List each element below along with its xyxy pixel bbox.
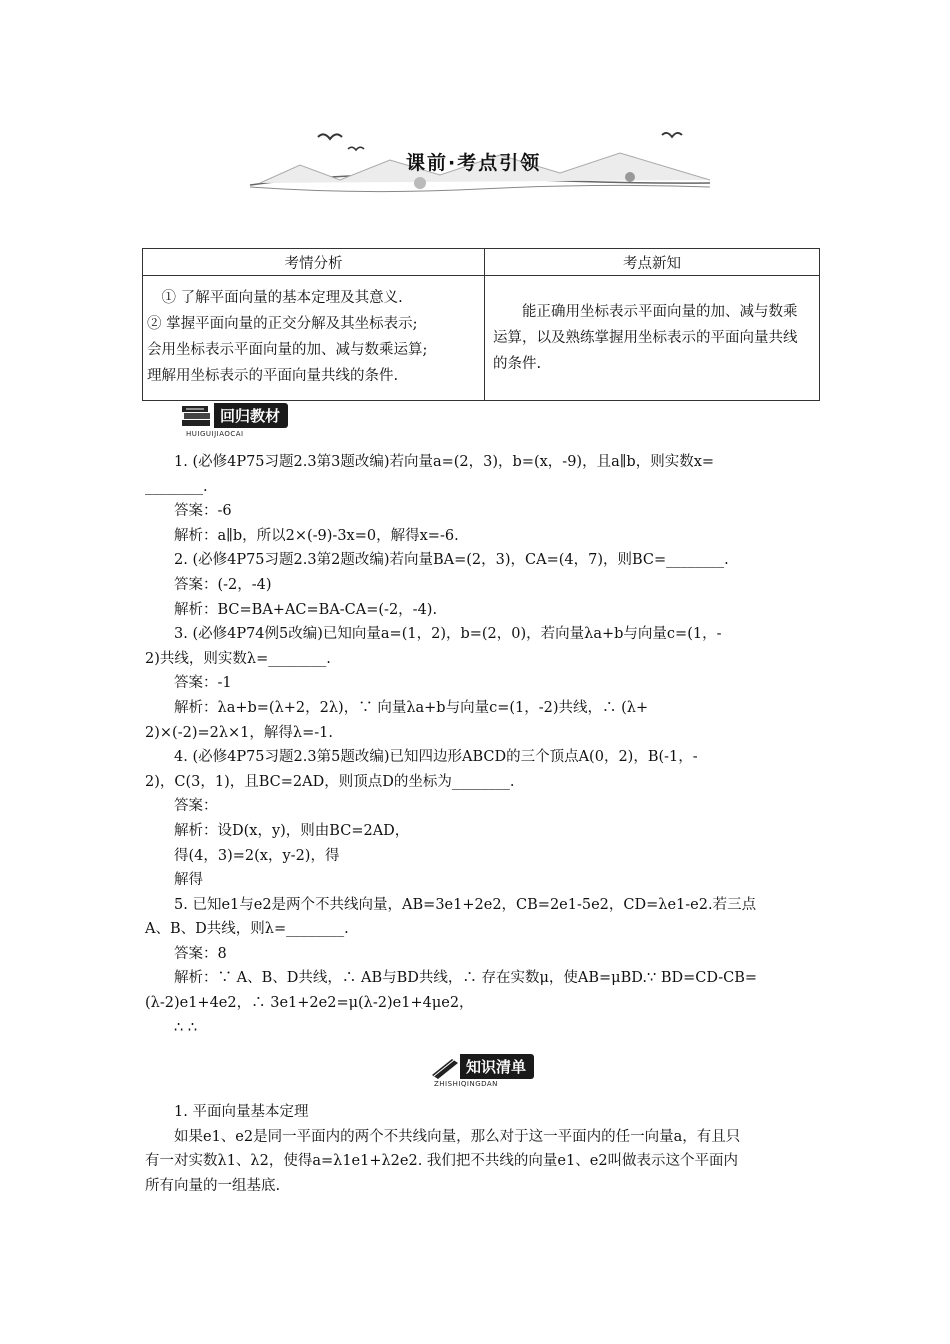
problem-3-solution: 解析：λa+b=(λ+2，2λ)，∵ 向量λa+b与向量c=(1，-2)共线，∴ (λ+ bbox=[174, 699, 649, 716]
problem-4-question: 4. (必修4P75习题2.3第5题改编)已知四边形ABCD的三个顶点A(0，2)，B(-1，- bbox=[174, 749, 698, 766]
problem-2-solution: 解析：BC=BA+AC=BA-CA=(-2，-4). bbox=[174, 601, 438, 618]
knowledge-1-title: 1. 平面向量基本定理 bbox=[174, 1104, 309, 1120]
problem-2-answer: 答案：(-2，-4) bbox=[174, 576, 272, 593]
pen-icon bbox=[430, 1055, 460, 1079]
problem-4-question-cont: 2)，C(3，1)，且BC=2AD，则顶点D的坐标为________. bbox=[145, 773, 515, 790]
problem-5-solution-end: ∴ ∴ bbox=[174, 1019, 198, 1036]
problem-5-question-cont: A、B、D共线，则λ=________. bbox=[145, 921, 349, 938]
analysis-line: ② 掌握平面向量的正交分解及其坐标表示; bbox=[147, 316, 418, 332]
analysis-line: 理解用坐标表示的平面向量共线的条件. bbox=[147, 368, 399, 384]
problem-5-question: 5. 已知e1与e2是两个不共线向量，AB=3e1+2e2，CB=2e1-5e2，CD=λe1-e2.若三点 bbox=[174, 896, 757, 913]
analysis-cell bbox=[143, 276, 485, 401]
problem-4-solution-end: 解得 bbox=[174, 872, 203, 889]
analysis-line: 会用坐标表示平面向量的加、减与数乘运算; bbox=[147, 342, 428, 358]
section-pinyin: HUIGUIJIAOCAI bbox=[186, 430, 244, 438]
problem-3-solution-cont: 2)×(-2)=2λ×1，解得λ=-1. bbox=[145, 724, 333, 741]
knowledge-1-text: 如果e1、e2是同一平面内的两个不共线向量，那么对于这一平面内的任一向量a，有且只 bbox=[174, 1128, 741, 1145]
section-title-knowledge-list: 知识清单 bbox=[460, 1054, 534, 1079]
problem-1-solution: 解析：a∥b，所以2×(-9)-3x=0，解得x=-6. bbox=[174, 527, 459, 544]
problem-3-question-cont: 2)共线，则实数λ=________. bbox=[145, 650, 331, 667]
section-badge-knowledge-list bbox=[430, 1054, 534, 1088]
problem-4-solution: 解析：设D(x，y)，则由BC=2AD， bbox=[174, 822, 410, 839]
problem-2-question: 2. (必修4P75习题2.3第2题改编)若向量BA=(2，3)，CA=(4，7)，则BC=________. bbox=[174, 552, 729, 569]
section-badge-return-textbook bbox=[180, 402, 288, 438]
header-title: 课前·考点引领 bbox=[406, 152, 542, 174]
new-knowledge-text: 能正确用坐标表示平面向量的加、减与数乘运算，以及熟练掌握用坐标表示的平面向量共线的条件. bbox=[493, 304, 798, 372]
problem-5-answer: 答案：8 bbox=[174, 945, 227, 962]
knowledge-block bbox=[145, 1100, 810, 1198]
problem-1-answer: 答案：-6 bbox=[174, 503, 232, 520]
info-table bbox=[142, 248, 820, 401]
analysis-line: ① 了解平面向量的基本定理及其意义. bbox=[161, 290, 403, 306]
knowledge-1-text-end: 所有向量的一组基底. bbox=[145, 1177, 281, 1194]
table-header-analysis: 考情分析 bbox=[143, 249, 485, 276]
books-icon bbox=[180, 402, 214, 428]
new-knowledge-cell bbox=[485, 276, 820, 401]
problem-1-blank: ________. bbox=[145, 478, 208, 495]
section-pinyin: ZHISHIQINGDAN bbox=[434, 1080, 498, 1088]
table-header-new-knowledge: 考点新知 bbox=[485, 249, 820, 276]
problem-5-solution-cont: (λ-2)e1+4e2，∴ 3e1+2e2=μ(λ-2)e1+4μe2， bbox=[145, 995, 474, 1012]
problems-block bbox=[145, 450, 810, 1040]
problem-4-solution-cont: 得(4，3)=2(x，y-2)，得 bbox=[174, 847, 340, 864]
problem-3-answer: 答案：-1 bbox=[174, 675, 232, 692]
section-title-return-textbook: 回归教材 bbox=[214, 403, 288, 428]
problem-5-solution: 解析：∵ A、B、D共线，∴ AB与BD共线，∴ 存在实数μ，使AB=μBD.∵ BD=CD-CB= bbox=[174, 970, 758, 987]
knowledge-1-text-cont: 有一对实数λ1、λ2，使得a=λ1e1+λ2e2. 我们把不共线的向量e1、e2叫做表示这个平面内 bbox=[145, 1153, 739, 1170]
problem-4-answer: 答案： bbox=[174, 798, 218, 815]
problem-1-question: 1. (必修4P75习题2.3第3题改编)若向量a=(2，3)，b=(x，-9)，且a∥b，则实数x= bbox=[174, 454, 715, 470]
problem-3-question: 3. (必修4P74例5改编)已知向量a=(1，2)，b=(2，0)，若向量λa+b与向量c=(1，- bbox=[174, 626, 722, 643]
